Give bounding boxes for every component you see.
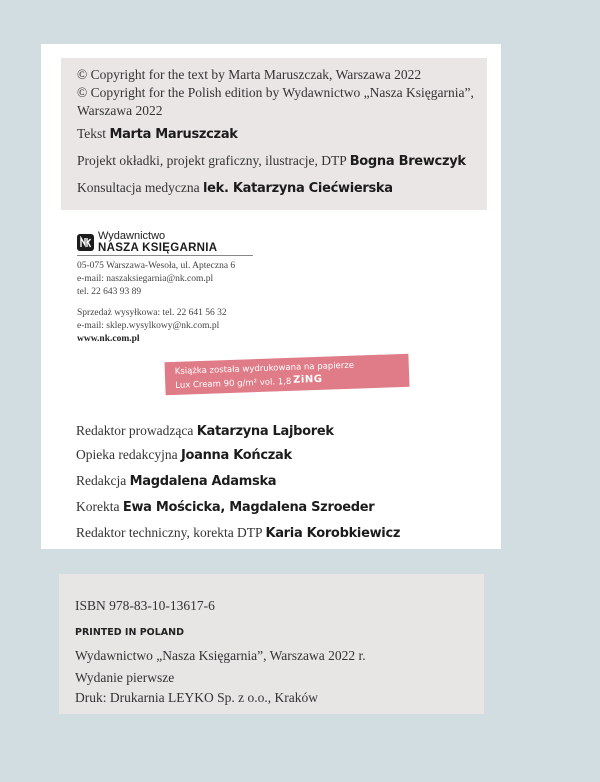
publisher-email: e-mail: naszaksiegarnia@nk.com.pl [77, 274, 214, 284]
paper-badge-line1: Książka została wydrukowana na papierze [174, 360, 355, 377]
paper-badge [164, 354, 409, 395]
publisher-website: www.nk.com.pl [77, 334, 140, 344]
credit-role: Projekt okładki, projekt graficzny, ilustracje, DTP [77, 153, 347, 168]
publisher-logo [77, 230, 217, 254]
editorial-role: Korekta [76, 499, 120, 514]
credit-text [77, 126, 238, 142]
paper-badge-line2: Lux Cream 90 g/m² vol. 1,8 [175, 376, 292, 391]
credit-name: lek. Katarzyna Ciećwierska [202, 181, 393, 196]
editorial-role: Redakcja [76, 473, 127, 488]
editorial-name: Katarzyna Lajborek [196, 424, 334, 439]
copyright-edition-line: © Copyright for the Polish edition by Wydawnictwo „Nasza Księgarnia”, [77, 85, 474, 100]
paper-brand: ZiNG [293, 373, 323, 386]
credit-name: Marta Maruszczak [109, 127, 238, 142]
editorial-role: Redaktor techniczny, korekta DTP [76, 525, 263, 540]
copyright-text-line: © Copyright for the text by Marta Maruszczak, Warszawa 2022 [77, 67, 422, 82]
editorial-name: Karia Korobkiewicz [265, 526, 401, 541]
editorial-line [76, 499, 374, 515]
credit-role: Tekst [77, 126, 107, 141]
credit-role: Konsultacja medyczna [77, 180, 200, 195]
copyright-box [61, 58, 487, 210]
editorial-name: Joanna Kończak [180, 448, 292, 463]
publisher-line: Wydawnictwo „Nasza Księgarnia”, Warszawa 2022 r. [75, 648, 366, 663]
editorial-name: Magdalena Adamska [129, 474, 277, 489]
imprint-box [59, 574, 484, 714]
print-line: Druk: Drukarnia LEYKO Sp. z o.o., Kraków [75, 690, 318, 705]
editorial-role: Opieka redakcyjna [76, 447, 178, 462]
isbn: ISBN 978-83-10-13617-6 [75, 598, 215, 613]
credit-medical [77, 180, 393, 196]
nk-logo-icon [77, 234, 94, 251]
publisher-phone: tel. 22 643 93 89 [77, 287, 142, 297]
editorial-line [76, 447, 292, 463]
editorial-role: Redaktor prowadząca [76, 423, 194, 438]
sales-email: e-mail: sklep.wysylkowy@nk.com.pl [77, 321, 220, 331]
printed-in-poland: PRINTED IN POLAND [75, 627, 184, 638]
copyright-year-line: Warszawa 2022 [77, 103, 163, 118]
colophon-page [41, 44, 501, 549]
editorial-line [76, 423, 334, 439]
credit-design [77, 153, 466, 169]
sales-phone: Sprzedaż wysyłkowa: tel. 22 641 56 32 [77, 308, 227, 318]
editorial-name: Ewa Mościcka, Magdalena Szroeder [122, 500, 375, 515]
credit-name: Bogna Brewczyk [349, 154, 466, 169]
logo-line1: Wydawnictwo [98, 230, 166, 242]
editorial-line [76, 473, 276, 489]
edition-line: Wydanie pierwsze [75, 670, 175, 685]
publisher-address: 05-075 Warszawa-Wesoła, ul. Apteczna 6 [77, 261, 236, 271]
logo-line2: NASZA KSIĘGARNIA [98, 242, 218, 254]
editorial-line [76, 525, 400, 541]
logo-divider [77, 255, 253, 256]
